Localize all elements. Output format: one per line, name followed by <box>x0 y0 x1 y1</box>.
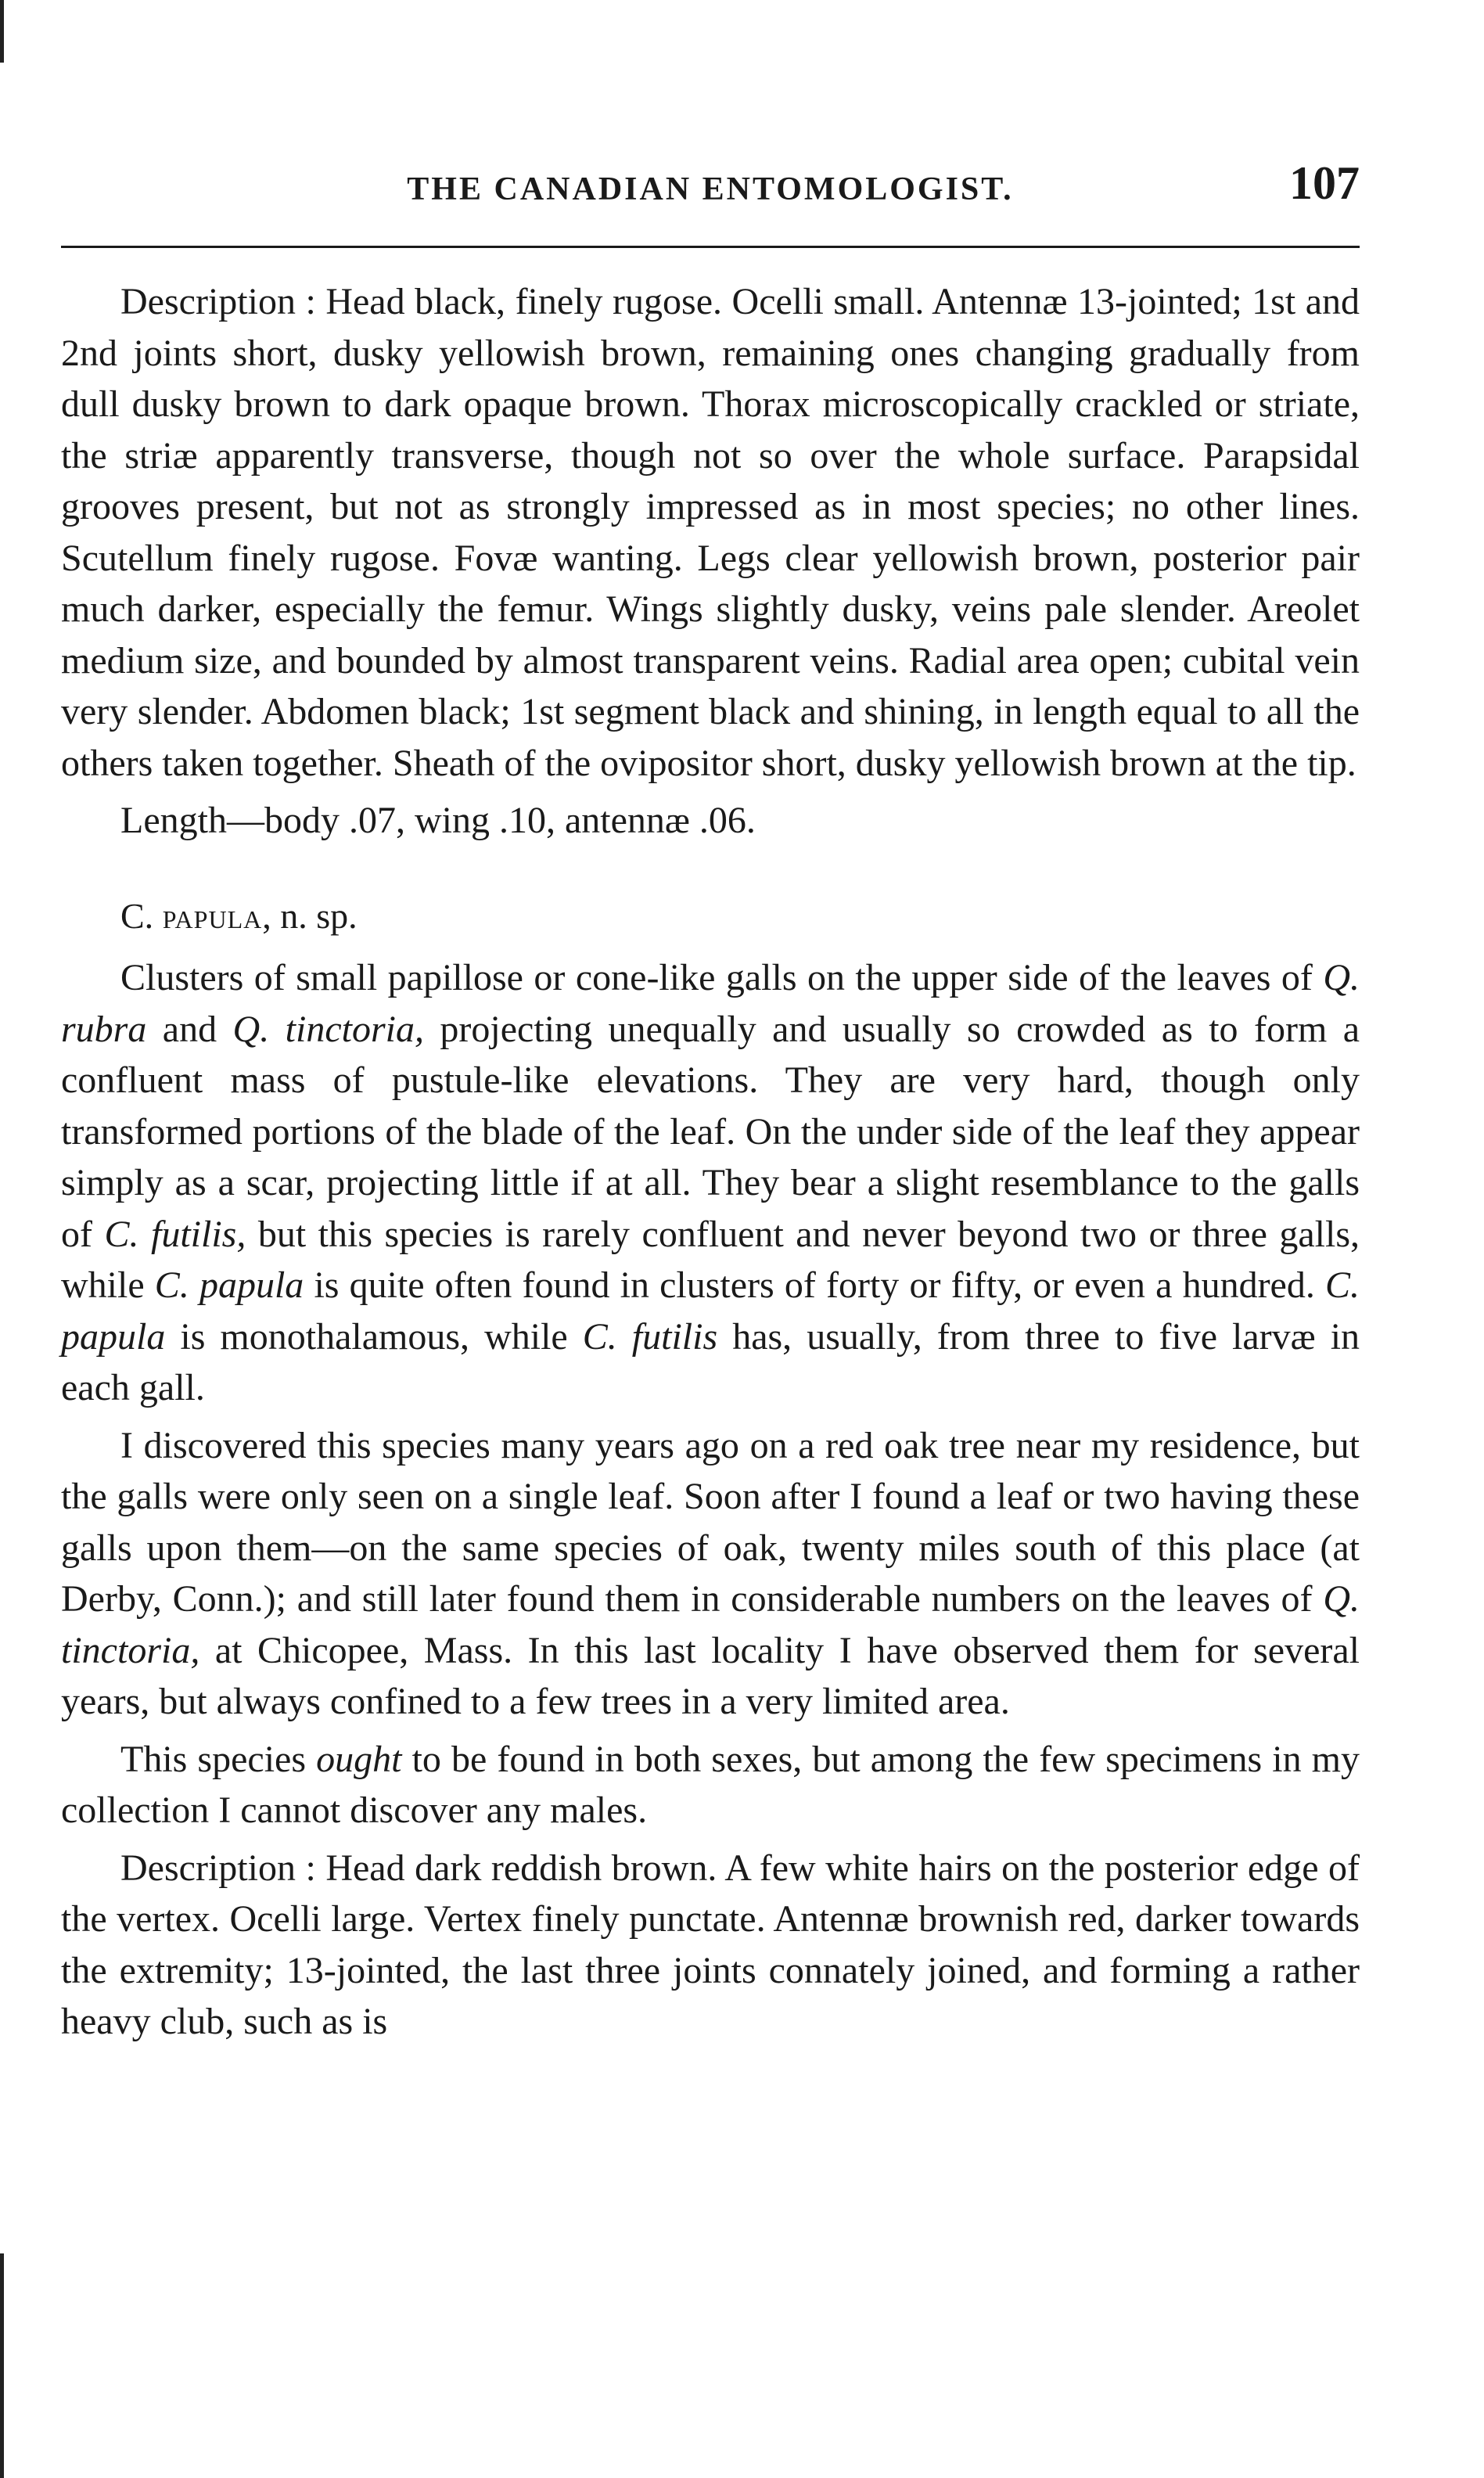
body-text <box>61 276 1360 2048</box>
gall-description-paragraph <box>61 952 1360 1414</box>
description-text: Head black, finely rugose. Ocelli small. Antennæ 13-jointed; 1st and 2nd joints short, dusky yellowish brown, remaining ones changing gradually from dull dusky brown to dark opaque brown. Thorax microscopically crackled or striate, the striæ apparently transverse, though not so over the whole surface. Parapsidal grooves present, but not as strongly impressed as in most species; no other lines. Scutellum finely rugose. Fovæ wanting. Legs clear yellowish brown, posterior pair much darker, especially the femur. Wings slightly dusky, veins pale slender. Areolet medium size, and bounded by almost transparent veins. Radial area open; cubital vein very slender. Abdomen black; 1st segment black and shining, in length equal to all the others taken together. Sheath of the ovipositor short, dusky yellowish brown at the tip. <box>61 281 1360 784</box>
species-name-italic: Q. tinctoria, <box>61 1578 1360 1671</box>
page-number: 107 <box>1289 157 1360 209</box>
description-label: Description : <box>120 281 316 322</box>
header-rule <box>61 246 1360 248</box>
species-heading <box>61 890 1360 942</box>
species-genus: C. <box>120 895 154 936</box>
text-run: is monothalamous, while <box>180 1315 568 1358</box>
species-name-italic: C. futilis, <box>104 1213 246 1255</box>
text-run: to be found in both sexes, but among the few specimens in my collection I cannot discover any males. <box>61 1738 1360 1831</box>
species-name-italic: Q. tinctoria, <box>232 1008 424 1050</box>
description-text: Head dark reddish brown. A few white hairs on the posterior edge of the vertex. Ocelli large. Vertex finely punctate. Antennæ brownish red, darker towards the extremity; 13-jointed, the last three joints connately joined, and forming a rather heavy club, such as is <box>61 1847 1360 2042</box>
text-run: has, usually, from three to five larvæ in each gall. <box>61 1315 1360 1408</box>
text-run: Clusters of small papillose or cone-like galls on the upper side of the leaves of <box>120 957 1313 998</box>
sexes-paragraph <box>61 1734 1360 1836</box>
page-edge-mark <box>0 2253 4 2478</box>
page-edge-mark <box>0 0 4 63</box>
text-run: is quite often found in clusters of forty or fifty, or even a hundred. <box>314 1264 1315 1306</box>
text-run: I discovered this species many years ago on a red oak tree near my residence, but the galls were only seen on a single leaf. Soon after I found a leaf or two having these galls upon them—on the same species of oak, twenty miles south of this place (at Derby, Conn.); and still later found them in considerable numbers on the leaves of <box>61 1424 1360 1620</box>
emphasis-italic: ought <box>316 1738 402 1780</box>
running-title: THE CANADIAN ENTOMOLOGIST. <box>407 171 1014 207</box>
description-paragraph-1 <box>61 276 1360 789</box>
description-label: Description : <box>120 1847 316 1889</box>
page-header <box>61 149 1360 211</box>
text-run: projecting unequally and usually so crowded as to form a confluent mass of pustule-like elevations. They are very hard, though only transformed portions of the blade of the leaf. On the under side of the leaf they appear simply as a scar, projecting little if at all. They bear a slight resemblance to the galls of <box>61 1008 1360 1255</box>
text-run: and <box>162 1008 217 1050</box>
discovery-paragraph <box>61 1420 1360 1728</box>
document-page <box>61 149 1360 2048</box>
species-name: papula <box>162 895 263 936</box>
text-run: at Chicopee, Mass. In this last locality I have observed them for several years, but always confined to a few trees in a very limited area. <box>61 1629 1360 1722</box>
species-name-italic: C. futilis <box>582 1315 718 1358</box>
description-paragraph-2 <box>61 1843 1360 2048</box>
species-suffix: , n. sp. <box>262 895 358 936</box>
species-name-italic: C. papula <box>154 1264 304 1306</box>
text-run: but this species is rarely confluent and never beyond two or three galls, while <box>61 1213 1360 1306</box>
species-name-italic: C. papula <box>61 1264 1360 1358</box>
length-line: Length—body .07, wing .10, antennæ .06. <box>120 800 756 841</box>
species-name-italic: Q. rubra <box>61 957 1360 1050</box>
text-run: This species <box>120 1738 307 1780</box>
